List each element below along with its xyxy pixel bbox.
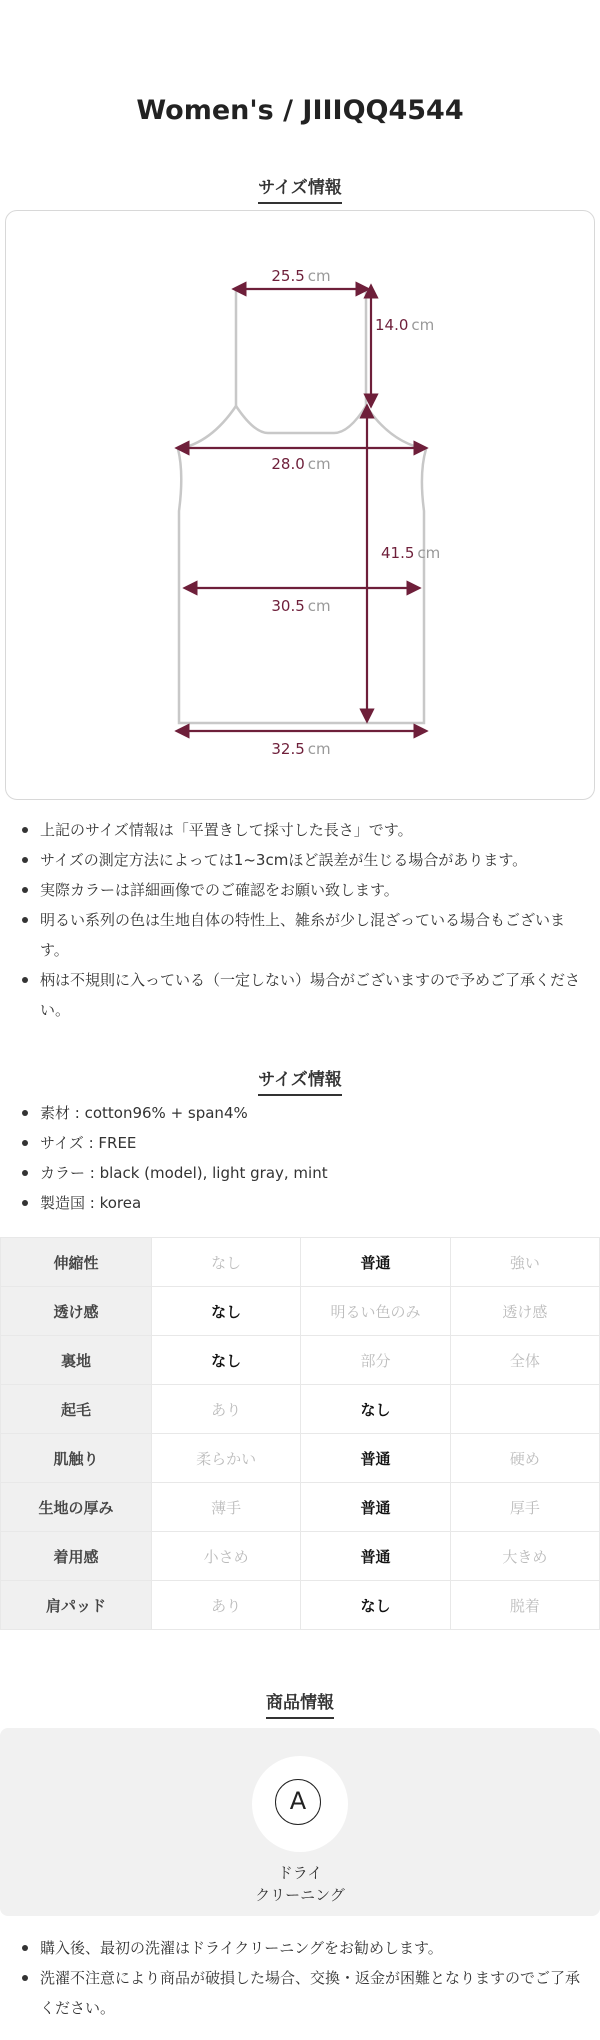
option-cell-selected: 普通: [301, 1483, 450, 1532]
table-row: [1, 1434, 600, 1483]
list-item: 洗濯不注意により商品が破損した場合、交換・返金が困難となりますのでご了承ください。: [18, 1963, 588, 2023]
body-length-label: 41.5 cm: [381, 544, 441, 562]
row-label: 着用感: [1, 1532, 152, 1581]
info-section-title: サイズ情報: [0, 1065, 600, 1096]
page-title: Women's / JIIIQQ4544: [136, 95, 464, 126]
row-label: 裏地: [1, 1336, 152, 1385]
table-row: [1, 1385, 600, 1434]
list-item: サイズ : FREE: [18, 1128, 588, 1158]
list-item: 柄は不規則に入っている（一定しない）場合がございますので予めご了承ください。: [18, 965, 588, 1025]
option-cell: 柔らかい: [152, 1434, 301, 1483]
option-cell-selected: なし: [152, 1336, 301, 1385]
table-row: [1, 1581, 600, 1630]
option-cell-selected: 普通: [301, 1532, 450, 1581]
option-cell: なし: [152, 1238, 301, 1287]
option-cell: 明るい色のみ: [301, 1287, 450, 1336]
option-cell: 小さめ: [152, 1532, 301, 1581]
size-notes: [18, 815, 588, 1025]
list-item: 実際カラーは詳細画像でのご確認をお願い致します。: [18, 875, 588, 905]
option-cell: 透け感: [450, 1287, 599, 1336]
option-cell: 大きめ: [450, 1532, 599, 1581]
list-item: 素材 : cotton96% + span4%: [18, 1098, 588, 1128]
table-row: [1, 1532, 600, 1581]
option-cell: 薄手: [152, 1483, 301, 1532]
table-row: [1, 1238, 600, 1287]
option-cell: あり: [152, 1385, 301, 1434]
row-label: 生地の厚み: [1, 1483, 152, 1532]
list-item: カラー : black (model), light gray, mint: [18, 1158, 588, 1188]
list-item: 購入後、最初の洗濯はドライクリーニングをお勧めします。: [18, 1933, 588, 1963]
list-item: サイズの測定方法によっては1~3cmほど誤差が生じる場合があります。: [18, 845, 588, 875]
care-notes: [18, 1933, 588, 2023]
option-cell: 部分: [301, 1336, 450, 1385]
option-cell: 厚手: [450, 1483, 599, 1532]
option-cell-selected: 普通: [301, 1434, 450, 1483]
care-circle: [252, 1756, 348, 1852]
strap-width-label: 25.5 cm: [271, 267, 331, 285]
strap-length-label: 14.0 cm: [375, 316, 435, 334]
garment-outline: [6, 211, 596, 801]
care-label: ドライ クリーニング: [255, 1864, 345, 1904]
chest-width-label: 28.0 cm: [271, 455, 331, 473]
row-label: 起毛: [1, 1385, 152, 1434]
row-label: 透け感: [1, 1287, 152, 1336]
option-cell: あり: [152, 1581, 301, 1630]
product-section-title: 商品情報: [0, 1688, 600, 1719]
row-label: 肩パッド: [1, 1581, 152, 1630]
option-cell: 硬め: [450, 1434, 599, 1483]
option-cell: 強い: [450, 1238, 599, 1287]
care-panel: [0, 1728, 600, 1916]
hem-width-label: 32.5 cm: [271, 740, 331, 758]
size-section-title: サイズ情報: [0, 173, 600, 204]
option-cell-selected: なし: [301, 1385, 450, 1434]
dry-clean-icon: A: [275, 1779, 321, 1825]
option-cell: [450, 1385, 599, 1434]
list-item: 製造国 : korea: [18, 1188, 588, 1218]
option-cell-selected: なし: [152, 1287, 301, 1336]
option-cell: 脱着: [450, 1581, 599, 1630]
table-row: [1, 1287, 600, 1336]
table-row: [1, 1483, 600, 1532]
list-item: 上記のサイズ情報は「平置きして採寸した長さ」です。: [18, 815, 588, 845]
option-cell-selected: なし: [301, 1581, 450, 1630]
option-cell: 全体: [450, 1336, 599, 1385]
option-cell-selected: 普通: [301, 1238, 450, 1287]
list-item: 明るい系列の色は生地自体の特性上、雑糸が少し混ざっている場合もございます。: [18, 905, 588, 965]
product-specs-list: [18, 1098, 588, 1218]
waist-width-label: 30.5 cm: [271, 597, 331, 615]
row-label: 伸縮性: [1, 1238, 152, 1287]
row-label: 肌触り: [1, 1434, 152, 1483]
table-row: [1, 1336, 600, 1385]
size-diagram: [5, 210, 595, 800]
fabric-spec-table: [0, 1237, 600, 1630]
